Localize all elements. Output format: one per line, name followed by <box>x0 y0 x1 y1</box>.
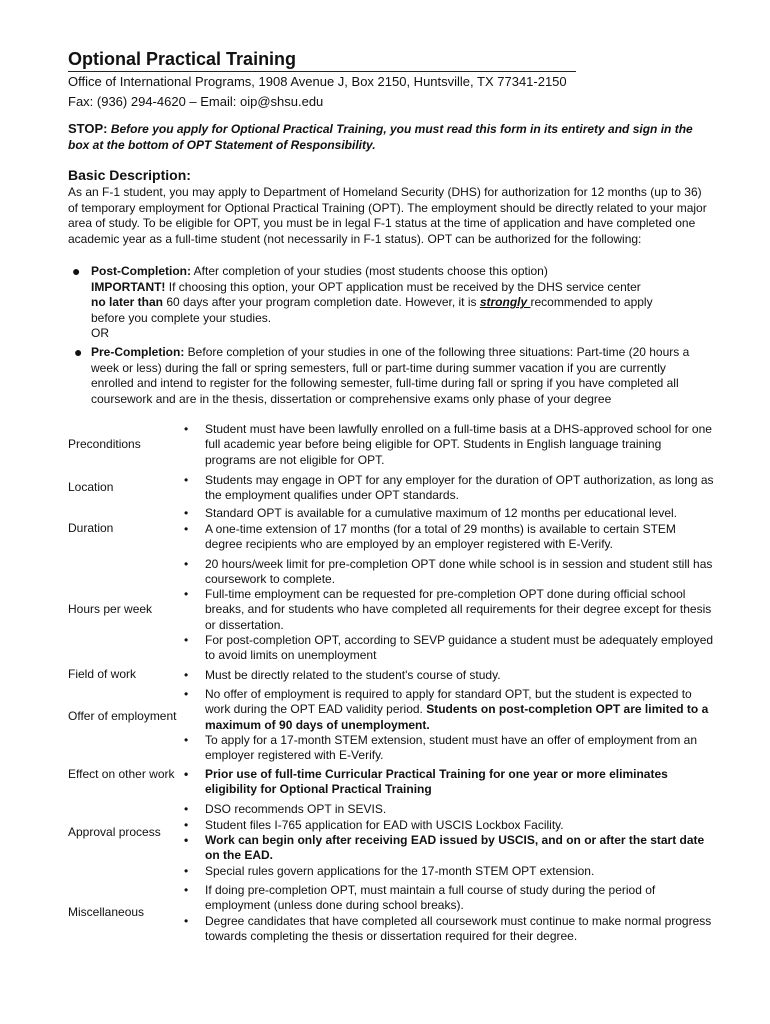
hours-bullet: • 20 hours/week limit for pre-completion OPT done while school is in session and student still has coursework to complete. <box>205 557 715 588</box>
recommend-text: recommended to apply <box>530 295 653 310</box>
stop-text: Before you apply for Optional Practical Training, you must read this form in its entirety and sign in the box at the bottom of OPT Statement of Responsibility. <box>68 122 693 152</box>
effect-bullet: • Prior use of full-time Curricular Practical Training for one year or more eliminates eligibility for Optional Practical Training <box>205 767 715 798</box>
basic-description-heading: Basic Description: <box>68 167 191 183</box>
hours-bullet: • For post-completion OPT, according to SEVP guidance a student must be adequately employed to avoid limits on unemployment <box>205 633 715 664</box>
pre-completion-item <box>91 345 711 407</box>
basic-description-text: As an F-1 student, you may apply to Department of Homeland Security (DHS) for authorization for 12 months (up to 36) of temporary employment for Optional Practical Training (OPT). The employment should be directly related to your major area of study. To be eligible for OPT, you must be in legal F-1 status at the time of application and have completed one academic year as a full-time student (not necessarily in F-1 status). OPT can be authorized for the following: <box>68 185 707 246</box>
hours-bullet: • Full-time employment can be requested for pre-completion OPT done during official school breaks, and for students who have completed all requirements for their degree except for thesis or dissertation. <box>205 587 715 633</box>
page-title: Optional Practical Training <box>68 48 576 72</box>
stop-notice <box>68 121 708 153</box>
stop-lead: STOP: <box>68 121 108 136</box>
offer-bullet: • To apply for a 17-month STEM extension, student must have an offer of employment from an employer registered with E-Verify. <box>205 733 715 764</box>
row-label-hours: Hours per week <box>68 602 153 616</box>
offer-text: No offer of employment is required to apply for standard OPT, but the student is expected to work during the OPT EAD validity period. <box>205 687 692 717</box>
row-label-duration: Duration <box>68 521 114 535</box>
deadline-text: 60 days after your program completion date. However, it is <box>163 295 480 310</box>
post-line-4: before you complete your studies. <box>91 310 272 325</box>
approval-bullet: • Student files I-765 application for EAD with USCIS Lockbox Facility. <box>205 818 715 833</box>
strongly-emphasis: strongly <box>479 295 531 310</box>
post-completion-label: Post-Completion: <box>91 264 191 278</box>
row-label-location: Location <box>68 480 114 494</box>
location-bullet: • Students may engage in OPT for any employer for the duration of OPT authorization, as long as the employment qualifies under OPT standards. <box>205 473 715 504</box>
duration-bullet: • A one-time extension of 17 months (for a total of 29 months) is available to certain STEM degree recipients who are employed by an employer registered with E-Verify. <box>205 522 715 553</box>
deadline-bold: no later than <box>91 295 164 310</box>
row-label-preconditions: Preconditions <box>68 437 141 451</box>
row-label-offer: Offer of employment <box>68 709 177 723</box>
post-completion-item <box>91 264 711 342</box>
row-label-approval: Approval process <box>68 825 161 839</box>
approval-bullet: • Work can begin only after receiving EAD issued by USCIS, and on or after the start date on the EAD. <box>205 833 715 864</box>
preconditions-bullet: • Student must have been lawfully enrolled on a full-time basis at a DHS-approved school for one full academic year before being eligible for OPT. Students in English language training programs are not eligible for OPT. <box>205 422 715 468</box>
offer-bold: Students on post-completion OPT are limited to a maximum of 90 days of unemployment. <box>205 702 709 732</box>
office-address: Office of International Programs, 1908 Avenue J, Box 2150, Huntsville, TX 77341-2150 <box>68 74 567 89</box>
misc-bullet: • If doing pre-completion OPT, must maintain a full course of study during the period of employment (unless done during school breaks). <box>205 883 715 914</box>
offer-bullet <box>205 687 715 733</box>
field-bullet: • Must be directly related to the student's course of study. <box>205 668 715 683</box>
approval-bullet: • Special rules govern applications for the 17-month STEM OPT extension. <box>205 864 715 879</box>
pre-completion-text: Before completion of your studies in one of the following three situations: Part-time (20 hours a week or less) during the fall or spring semesters, full or part-time during summer vacation if you are currently enrolled and intend to register for the following semester, full-time during fall or spring if you have completed all coursework and are in the thesis, dissertation or comprehensive exams only phase of your degree <box>91 345 690 406</box>
misc-bullet: • Degree candidates that have completed all coursework must continue to make normal progress towards completing the thesis or dissertation required for their degree. <box>205 914 715 945</box>
row-label-effect: Effect on other work <box>68 767 175 781</box>
important-label: IMPORTANT! <box>91 279 166 294</box>
bullet-dot: ● <box>74 344 83 360</box>
duration-bullet: • Standard OPT is available for a cumulative maximum of 12 months per educational level. <box>205 506 715 521</box>
row-label-field: Field of work <box>68 667 137 681</box>
contact-info: Fax: (936) 294-4620 – Email: oip@shsu.edu <box>68 94 324 109</box>
or-separator: OR <box>91 326 109 341</box>
bullet-dot: ● <box>72 263 81 279</box>
post-completion-text: After completion of your studies (most students choose this option) <box>191 264 548 278</box>
row-label-misc: Miscellaneous <box>68 905 145 919</box>
pre-completion-label: Pre-Completion: <box>91 345 185 359</box>
approval-bullet: • DSO recommends OPT in SEVIS. <box>205 802 715 817</box>
important-text: If choosing this option, your OPT application must be received by the DHS service center <box>165 279 641 294</box>
